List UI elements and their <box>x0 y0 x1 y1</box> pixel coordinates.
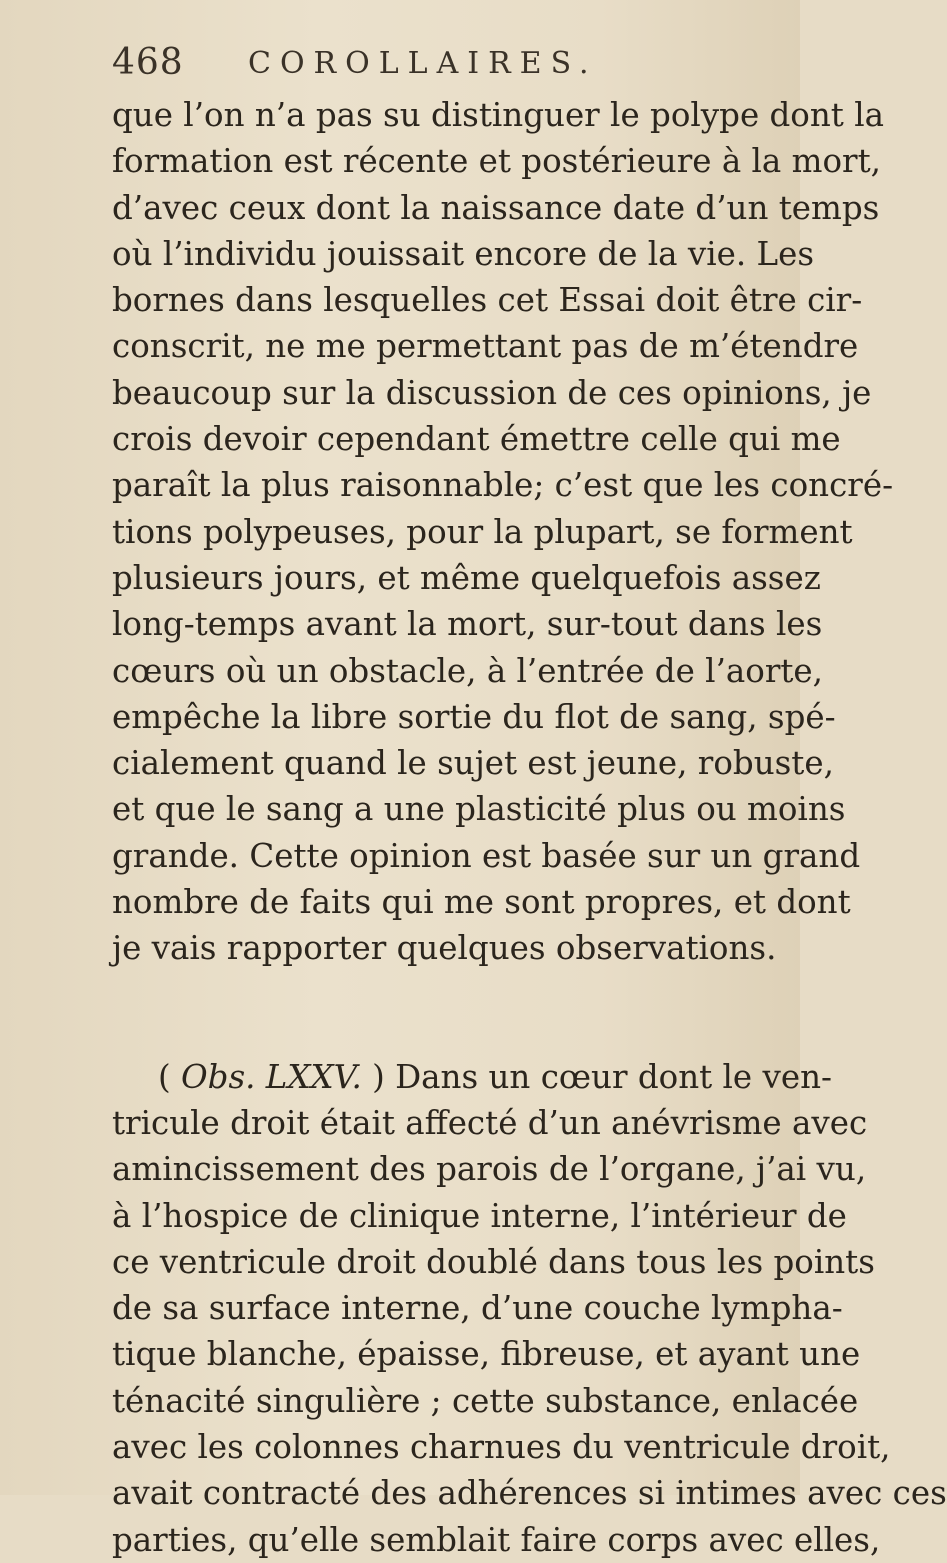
text-line: ce ventricule droit doublé dans tous les points <box>112 1242 875 1281</box>
text-line: je vais rapporter quelques observations. <box>112 929 777 968</box>
body-text <box>112 92 947 1563</box>
text-line: où l’individu jouissait encore de la vie. Les <box>112 234 815 273</box>
text-line: tions polypeuses, pour la plupart, se forment <box>112 512 853 551</box>
text-line: long-temps avant la mort, sur-tout dans les <box>112 605 823 644</box>
text-line: cialement quand le sujet est jeune, robuste, <box>112 744 834 783</box>
text-line: crois devoir cependant émettre celle qui me <box>112 420 841 459</box>
text-line: de sa surface interne, d’une couche lympha- <box>112 1289 843 1328</box>
text-line: tricule droit était affecté d’un anévrisme avec <box>112 1103 868 1142</box>
text-line: empêche la libre sortie du flot de sang, spé- <box>112 697 836 736</box>
text-line: à l’hospice de clinique interne, l’intérieur de <box>112 1196 847 1235</box>
text-line: avait contracté des adhérences si intimes avec ces <box>112 1474 947 1513</box>
text-line: parties, qu’elle semblait faire corps avec elles, <box>112 1520 881 1559</box>
text-line: et que le sang a une plasticité plus ou moins <box>112 790 846 829</box>
text-line: bornes dans lesquelles cet Essai doit être cir- <box>112 281 863 320</box>
paragraph-2 <box>112 1054 947 1563</box>
text-line: ténacité singulière ; cette substance, enlacée <box>112 1381 859 1420</box>
observation-line <box>112 1054 832 1100</box>
page-number: 468 <box>112 42 184 83</box>
running-head: COROLLAIRES. <box>248 46 598 81</box>
paragraph-1 <box>112 92 894 972</box>
text-line: paraît la plus raisonnable; c’est que les concré- <box>112 466 894 505</box>
text-line: nombre de faits qui me sont propres, et dont <box>112 883 851 922</box>
text-line: cœurs où un obstacle, à l’entrée de l’aorte, <box>112 651 824 690</box>
page-header <box>112 42 772 90</box>
observation-open: ( <box>158 1057 182 1096</box>
text-line: que l’on n’a pas su distinguer le polype dont la <box>112 96 884 134</box>
text-line: plusieurs jours, et même quelquefois assez <box>112 558 821 597</box>
text-line: formation est récente et postérieure à la mort, <box>112 142 881 181</box>
text-line: grande. Cette opinion est basée sur un grand <box>112 836 861 875</box>
text-line: tique blanche, épaisse, fibreuse, et ayant une <box>112 1335 861 1374</box>
observation-label: Obs. LXXV. <box>181 1057 362 1096</box>
text-line: amincissement des parois de l’organe, j’ai vu, <box>112 1150 867 1189</box>
text-line: beaucoup sur la discussion de ces opinions, je <box>112 373 872 412</box>
observation-text: ) Dans un cœur dont le ven- <box>361 1057 832 1096</box>
paragraph-gap <box>112 972 780 1054</box>
text-line: conscrit, ne me permettant pas de m’étendre <box>112 327 859 366</box>
text-line: d’avec ceux dont la naissance date d’un temps <box>112 188 880 227</box>
text-line: avec les colonnes charnues du ventricule droit, <box>112 1428 891 1467</box>
